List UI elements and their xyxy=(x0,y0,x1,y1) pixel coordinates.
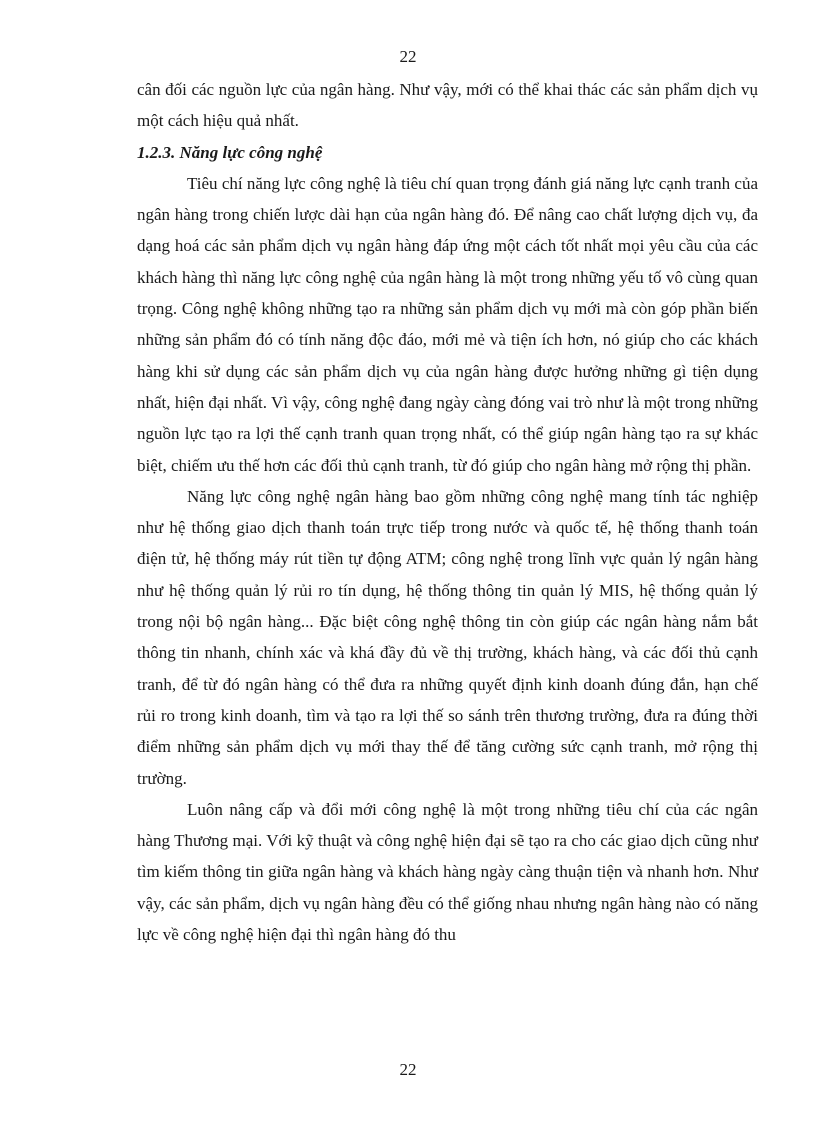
page-number-header: 22 xyxy=(399,47,417,66)
paragraph-1: Tiêu chí năng lực công nghệ là tiêu chí quan trọng đánh giá năng lực cạnh tranh của ngân hàng trong chiến lược dài hạn của ngân hàng đó. Để nâng cao chất lượng dịch vụ, đa dạng hoá các sản phẩm dịch vụ ngân hàng đáp ứng một cách tốt nhất mọi yêu cầu của các khách hàng thì năng lực công nghệ của ngân hàng là một trong những yếu tố vô cùng quan trọng. Công nghệ không những tạo ra những sản phẩm dịch vụ mới mà còn góp phần biến những sản phẩm đó có tính năng độc đáo, mới mẻ và tiện ích hơn, nó giúp cho các khách hàng khi sử dụng các sản phẩm dịch vụ của ngân hàng được hưởng những gì tiện dụng nhất, hiện đại nhất. Vì vậy, công nghệ đang ngày càng đóng vai trò như là một trong những nguồn lực tạo ra lợi thế cạnh tranh quan trọng nhất, có thể giúp ngân hàng tạo ra sự khác biệt, chiếm ưu thế hơn các đối thủ cạnh tranh, từ đó giúp cho ngân hàng mở rộng thị phần. xyxy=(137,173,758,475)
page-number-footer: 22 xyxy=(399,1060,417,1079)
section-heading: 1.2.3. Năng lực công nghệ xyxy=(137,142,323,162)
paragraph-3: Luôn nâng cấp và đổi mới công nghệ là một trong những tiêu chí của các ngân hàng Thương mại. Với kỹ thuật và công nghệ hiện đại sẽ tạo ra cho các giao dịch cũng như tìm kiếm thông tin giữa ngân hàng và khách hàng ngày càng thuận tiện và nhanh hơn. Như vậy, các sản phẩm, dịch vụ ngân hàng đều có thể giống nhau nhưng ngân hàng nào có năng lực về công nghệ hiện đại thì ngân hàng đó thu xyxy=(137,799,758,945)
document-body xyxy=(137,74,758,950)
intro-paragraph: cân đối các nguồn lực của ngân hàng. Như vậy, mới có thể khai thác các sản phẩm dịch vụ một cách hiệu quả nhất. xyxy=(137,80,758,131)
paragraph-2: Năng lực công nghệ ngân hàng bao gồm những công nghệ mang tính tác nghiệp như hệ thống giao dịch thanh toán trực tiếp trong nước và quốc tế, hệ thống thanh toán điện tử, hệ thống máy rút tiền tự động ATM; công nghệ trong lĩnh vực quản lý ngân hàng như hệ thống quản lý rủi ro tín dụng, hệ thống thông tin quản lý MIS, hệ thống quản lý trong nội bộ ngân hàng... Đặc biệt công nghệ thông tin còn giúp các ngân hàng nắm bắt thông tin nhanh, chính xác và khá đầy đủ về thị trường, khách hàng, và các đối thủ cạnh tranh, để từ đó ngân hàng có thể đưa ra những quyết định kinh doanh đúng đắn, hạn chế rủi ro trong kinh doanh, tìm và tạo ra lợi thế so sánh trên thương trường, đưa ra đúng thời điểm những sản phẩm dịch vụ mới thay thế để tăng cường sức cạnh tranh, mở rộng thị trường. xyxy=(137,486,758,788)
